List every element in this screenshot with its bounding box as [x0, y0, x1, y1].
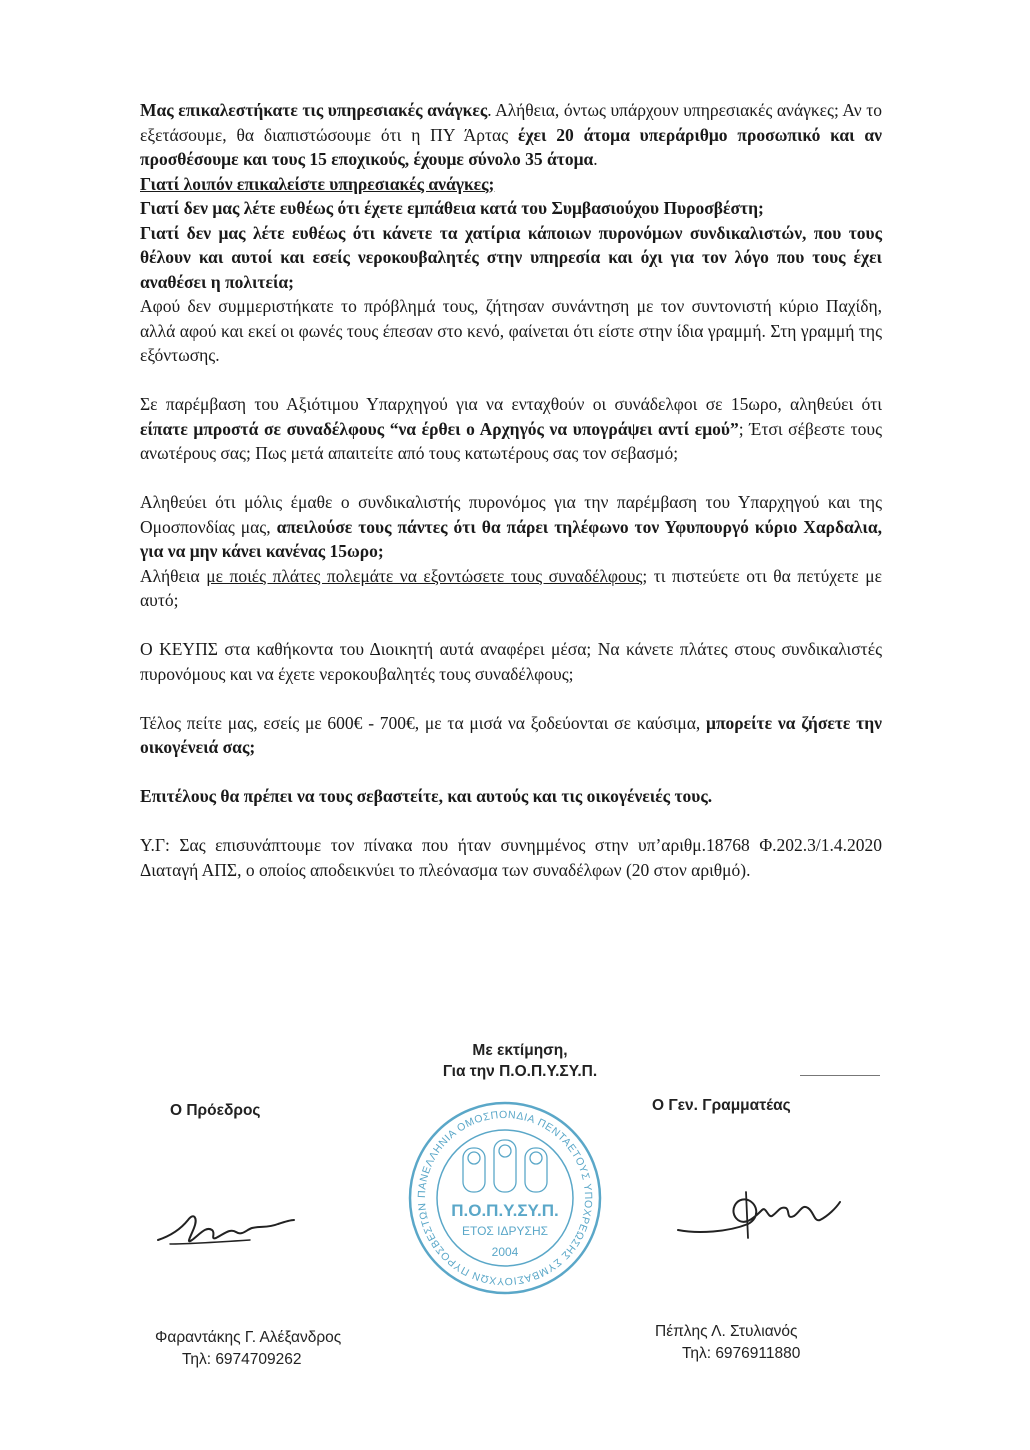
paragraph-9: Ο ΚΕΥΠΣ στα καθήκοντα του Διοικητή αυτά αναφέρει μέσα; Να κάνετε πλάτες στους συνδικαλιστές πυρονόμους και να έχετε νεροκουβαλητές τους συναδέλφους;: [140, 639, 882, 684]
divider: [800, 1075, 880, 1076]
president-details: [155, 1327, 341, 1371]
paragraph-6: Σε παρέμβαση του Αξιότιμου Υπαρχηγού για να ενταχθούν οι συνάδελφοι σε 15ωρο, αληθεύει ότι είπατε μπροστά σε συναδέλφους “να έρθει ο Αρχηγός να υπογράψει αντί εμού”; Έτσι σέβεστε τους ανωτέρους σας; Πως μετά απαιτείτε από τους κατωτέρους σας τον σεβασμό;: [140, 394, 882, 463]
paragraph-5: Αφού δεν συμμεριστήκατε το πρόβλημά τους, ζήτησαν συνάντηση με τον συντονιστή κύριο Παχίδη, αλλά αφού και εκεί οι φωνές τους έπεσαν στο κενό, φαίνεται ότι είστε στην ίδια γραμμή. Στη γραμμή της εξόντωσης.: [140, 296, 882, 365]
president-role: Ο Πρόεδρος: [170, 1102, 261, 1119]
paragraph-1: Μας επικαλεστήκατε τις υπηρεσιακές ανάγκες. Αλήθεια, όντως υπάρχουν υπηρεσιακές ανάγκες; Αν το εξετάσουμε, θα διαπιστώσουμε ότι η ΠΥ Άρτας έχει 20 άτομα υπεράριθμο προσωπικό και αν προσθέσουμε και τους 15 εποχικούς, έχουμε σύνολο 35 άτομα.: [140, 100, 883, 169]
stamp-founded-label: ΕΤΟΣ ΙΔΡΥΣΗΣ: [461, 1224, 549, 1238]
letter-body: [140, 98, 882, 882]
paragraph-4: Γιατί δεν μας λέτε ευθέως ότι κάνετε τα χατίρια κάποιων πυρονόμων συνδικαλιστών, που τους θέλουν και αυτοί και εσείς νεροκουβαλητές στην υπηρεσία και όχι για τον λόγο που τους έχει αναθέσει η πολιτεία;: [140, 222, 882, 292]
paragraph-7: Αληθεύει ότι μόλις έμαθε ο συνδικαλιστής πυρονόμος για την παρέμβαση του Υπαρχηγού και της Ομοσπονδίας μας, απειλούσε τους πάντες ότι θα πάρει τηλέφωνο τον Υφυπουργό κύριο Χαρδαλια, για να μην κάνει κανένας 15ωρο;: [140, 492, 882, 561]
secretary-phone: Τηλ: 6976911880: [682, 1345, 801, 1362]
secretary-signature: [668, 1182, 848, 1252]
svg-text:ΠΑΝΕΛΛΗΝΙΑ ΟΜΟΣΠΟΝΔΙΑ ΠΕΝΤΑΕΤΟ: ΠΑΝΕΛΛΗΝΙΑ ΟΜΟΣΠΟΝΔΙΑ ΠΕΝΤΑΕΤΟΥΣ ΥΠΟΧΡΕΩΣΗΣ ΣΥΜΒΑΣΙΟΥΧΩΝ ΠΥΡΟΣΒΕΣΤΩΝ: [415, 1108, 595, 1288]
secretary-role: Ο Γεν. Γραμματέας: [652, 1097, 791, 1114]
secretary-details: [655, 1321, 800, 1365]
secretary-name: Πέπλης Λ. Στυλιανός: [655, 1323, 798, 1340]
stamp-year: 2004: [491, 1245, 519, 1259]
closing-salutation: Με εκτίμηση, Για την Π.Ο.Π.Υ.ΣΥ.Π.: [442, 1042, 598, 1080]
paragraph-8: Αλήθεια με ποιές πλάτες πολεμάτε να εξοντώσετε τους συναδέλφους; τι πιστεύετε οτι θα πετύχετε με αυτό;: [140, 565, 882, 610]
president-name: Φαραντάκης Γ. Αλέξανδρος: [155, 1329, 342, 1346]
paragraph-3: Γιατί δεν μας λέτε ευθέως ότι έχετε εμπάθεια κατά του Συμβασιούχου Πυροσβέστη;: [140, 198, 764, 218]
official-stamp: [405, 1098, 605, 1298]
paragraph-2: Γιατί λοιπόν επικαλείστε υπηρεσιακές ανάγκες;: [140, 173, 495, 194]
paragraph-10: Τέλος πείτε μας, εσείς με 600€ - 700€, με τα μισά να ξοδεύονται σε καύσιμα, μπορείτε να ζήσετε την οικογένειά σας;: [140, 712, 882, 757]
president-signature: [150, 1200, 300, 1260]
stamp-abbr: Π.Ο.Π.Υ.ΣΥ.Π.: [451, 1201, 559, 1220]
president-phone: Τηλ: 6974709262: [182, 1351, 302, 1368]
paragraph-11: Επιτέλους θα πρέπει να τους σεβαστείτε, και αυτούς και τις οικογένειές τους.: [140, 786, 713, 806]
paragraph-12-ps: Υ.Γ: Σας επισυνάπτουμε τον πίνακα που ήταν συνημμένος στην υπ’αριθμ.18768 Φ.202.3/1.4.2020 Διαταγή ΑΠΣ, ο οποίος αποδεικνύει το πλεόνασμα των συναδέλφων (20 στον αριθμό).: [140, 835, 882, 880]
